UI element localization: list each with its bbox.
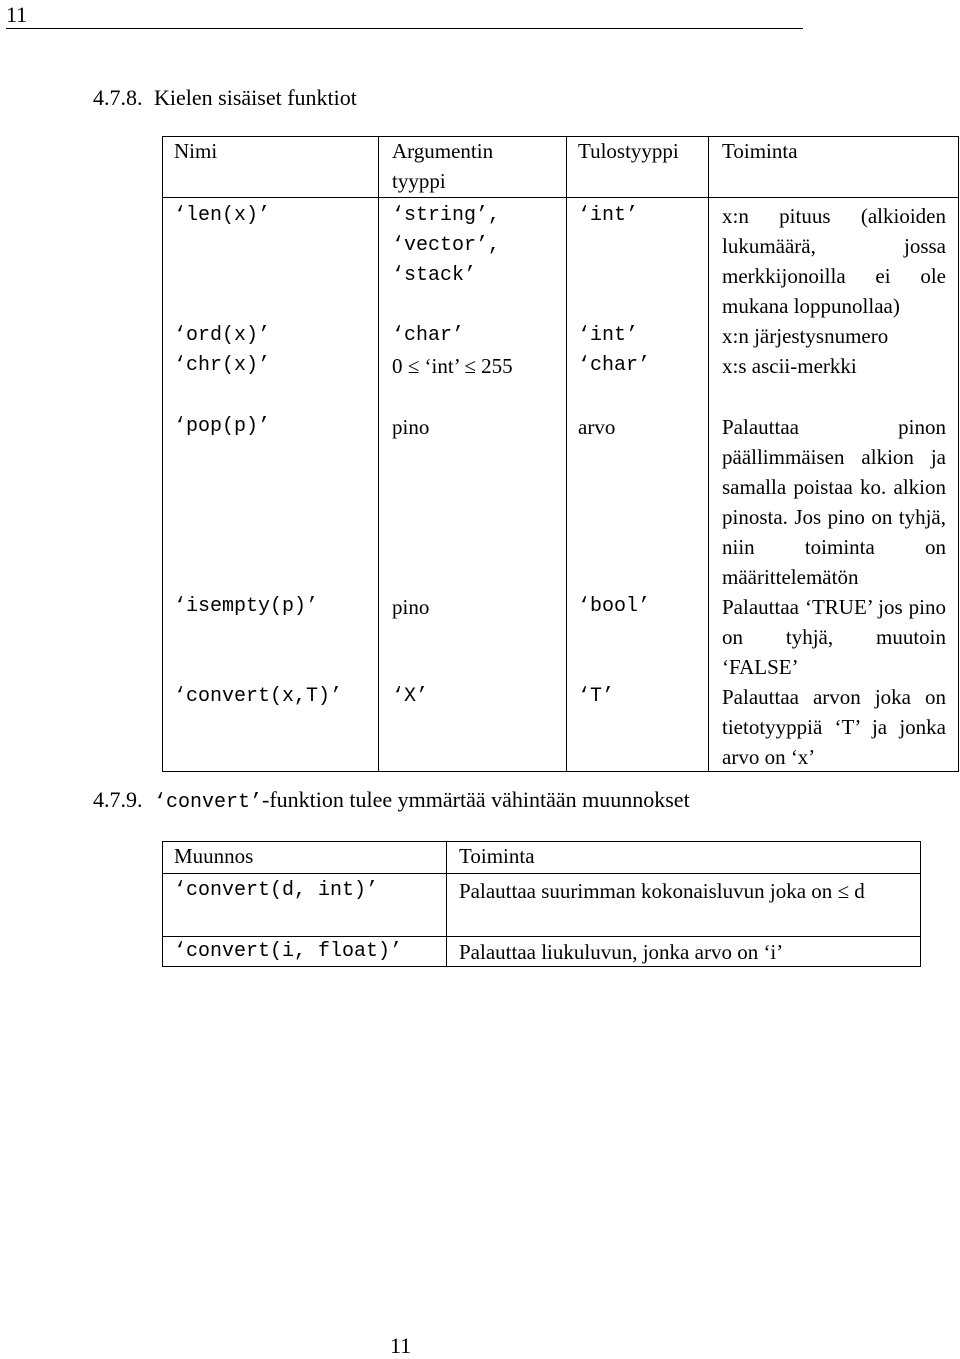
section-479-text: -funktion tulee ymmärtää vähintään muunnokset — [262, 787, 690, 812]
table-cell-name: ‘ord(x)’ — [174, 324, 271, 347]
table-cell-ret: ‘bool’ — [578, 595, 651, 618]
table-cell-desc: Palauttaa arvon joka on tietotyyppiä ‘T’ ja jonka arvo on ‘x’ — [722, 685, 946, 769]
col-header-arg-type: Argumentin tyyppi — [392, 139, 494, 193]
section-478-title: Kielen sisäiset funktiot — [154, 85, 357, 110]
table-cell-arg: ‘X’ — [392, 685, 429, 708]
table-border-right — [920, 841, 921, 967]
section-479-number: 4.7.9. — [93, 787, 143, 812]
table-cell-desc: x:n järjestysnumero — [722, 324, 889, 348]
table-cell-desc: Palauttaa suurimman kokonaisluvun joka on ≤ d — [459, 879, 865, 903]
table-cell-desc: Palauttaa pinon päällimmäisen alkion ja samalla poistaa ko. alkion pinosta. Jos pino on tyhjä, niin toiminta on määrittelemätön — [722, 415, 946, 589]
table-cell-arg: ‘string’, ‘vector’, ‘stack’ — [392, 204, 501, 287]
table-col-divider — [446, 841, 447, 967]
table-cell-arg: pino — [392, 415, 430, 439]
table-cell-desc: x:n pituus (alkioiden lukumäärä, jossa merkkijonoilla ei ole mukana loppunollaa) — [722, 204, 946, 318]
table-cell-name: ‘isempty(p)’ — [174, 595, 319, 618]
section-478-number: 4.7.8. — [93, 85, 143, 110]
table-cell-conversion: ‘convert(i, float)’ — [174, 940, 403, 963]
table-cell-name: ‘convert(x,T)’ — [174, 685, 343, 708]
table-cell-ret: ‘int’ — [578, 204, 639, 227]
table-cell-name: ‘chr(x)’ — [174, 354, 271, 377]
table-border-left — [162, 841, 163, 967]
table-cell-ret: arvo — [578, 415, 616, 439]
table-cell-name: ‘len(x)’ — [174, 204, 271, 227]
col-header-name: Nimi — [174, 139, 218, 163]
table-cell-conversion: ‘convert(d, int)’ — [174, 879, 379, 902]
table-cell-name: ‘pop(p)’ — [174, 415, 271, 438]
table-cell-ret: ‘int’ — [578, 324, 639, 347]
table-cell-ret: ‘T’ — [578, 685, 615, 708]
header-page-number: 11 — [6, 2, 28, 27]
footer-page-number: 11 — [390, 1333, 412, 1358]
table-border-top — [162, 841, 921, 842]
table-cell-desc: Palauttaa liukuluvun, jonka arvo on ‘i’ — [459, 940, 784, 964]
col-header-return-type: Tulostyyppi — [578, 139, 679, 163]
table-cell-desc: x:s ascii-merkki — [722, 354, 857, 378]
col-header-action: Toiminta — [722, 139, 798, 163]
table-cell-arg: pino — [392, 595, 430, 619]
table-cell-arg: 0 ≤ ‘int’ ≤ 255 — [392, 354, 513, 378]
col-header-conversion: Muunnos — [174, 844, 254, 868]
table-cell-desc: Palauttaa ‘TRUE’ jos pino on tyhjä, muutoin ‘FALSE’ — [722, 595, 946, 679]
section-479-code: ‘convert’ — [154, 791, 263, 814]
table-border-header-bottom — [162, 873, 921, 874]
table-cell-arg: ‘char’ — [392, 324, 465, 347]
col-header-action: Toiminta — [459, 844, 535, 868]
table-cell-ret: ‘char’ — [578, 354, 651, 377]
